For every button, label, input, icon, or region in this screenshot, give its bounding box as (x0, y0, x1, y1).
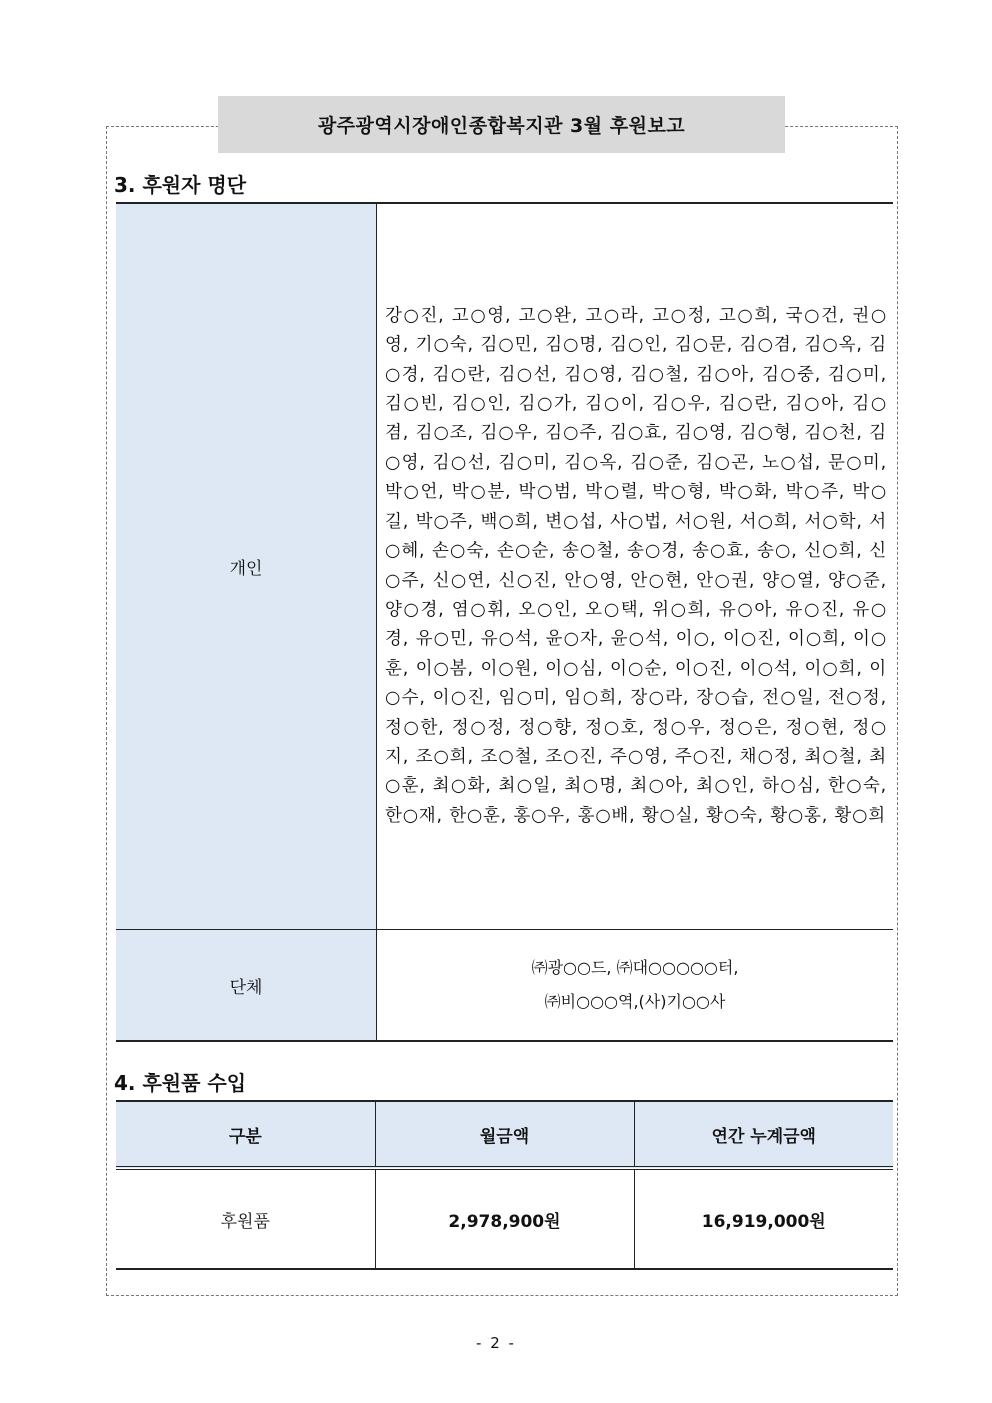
report-title: 광주광역시장애인종합복지관 3월 후원보고 (218, 96, 785, 153)
goods-category-cell: 후원품 (116, 1168, 375, 1269)
group-names-line-2: ㈜비○○○역,(사)기○○사 (544, 992, 726, 1011)
individual-names: 강○진, 고○영, 고○완, 고○라, 고○정, 고○희, 국○건, 권○영, 기○숙, 김○민, 김○명, 김○인, 김○문, 김○겸, 김○옥, 김○경, 김○란, 김○선, 김○영, 김○철, 김○아, 김○중, 김○미, 김○빈, 김○인, 김○가, 김○이, 김○우, 김○란, 김○아, 김○겸, 김○조, 김○우, 김○주, 김○효, 김○영, 김○형, 김○천, 김○영, 김○선, 김○미, 김○옥, 김○준, 김○곤, 노○섭, 문○미, 박○언, 박○분, 박○범, 박○렬, 박○형, 박○화, 박○주, 박○길, 박○주, 백○희, 변○섭, 사○법, 서○원, 서○희, 서○학, 서○혜, 손○숙, 손○순, 송○철, 송○경, 송○효, 송○, 신○희, 신○주, 신○연, 신○진, 안○영, 안○현, 안○권, 양○열, 양○준, 양○경, 염○휘, 오○인, 오○택, 위○희, 유○아, 유○진, 유○경, 유○민, 유○석, 윤○자, 윤○석, 이○, 이○진, 이○희, 이○훈, 이○봄, 이○원, 이○심, 이○순, 이○진, 이○석, 이○희, 이○수, 이○진, 임○미, 임○희, 장○라, 장○습, 전○일, 전○정, 정○한, 정○정, 정○향, 정○호, 정○우, 정○은, 정○현, 정○지, 조○희, 조○철, 조○진, 주○영, 주○진, 채○정, 최○철, 최○훈, 최○화, 최○일, 최○명, 최○아, 최○인, 하○심, 한○숙, 한○재, 한○훈, 홍○우, 홍○배, 황○실, 황○숙, 황○홍, 황○희 (377, 203, 894, 930)
section-goods-income-heading: 4. 후원품 수입 (114, 1071, 247, 1095)
goods-data-row (116, 1168, 893, 1269)
goods-income-table (116, 1100, 893, 1270)
group-label: 단체 (116, 930, 377, 1042)
goods-header-row (116, 1101, 893, 1168)
individual-donors-row (116, 203, 893, 930)
group-names (377, 930, 894, 1042)
group-donors-row (116, 930, 893, 1042)
column-header-category: 구분 (116, 1101, 375, 1168)
column-header-annual: 연간 누계금액 (634, 1101, 893, 1168)
goods-monthly-cell: 2,978,900원 (375, 1168, 634, 1269)
section-donor-list-heading: 3. 후원자 명단 (114, 173, 247, 197)
column-header-monthly: 월금액 (375, 1101, 634, 1168)
individual-label: 개인 (116, 203, 377, 930)
page-number: - 2 - (476, 1334, 516, 1352)
goods-annual-cell: 16,919,000원 (634, 1168, 893, 1269)
donor-list-table (116, 202, 893, 1042)
group-names-line-1: ㈜광○○드, ㈜대○○○○○터, (531, 958, 739, 977)
